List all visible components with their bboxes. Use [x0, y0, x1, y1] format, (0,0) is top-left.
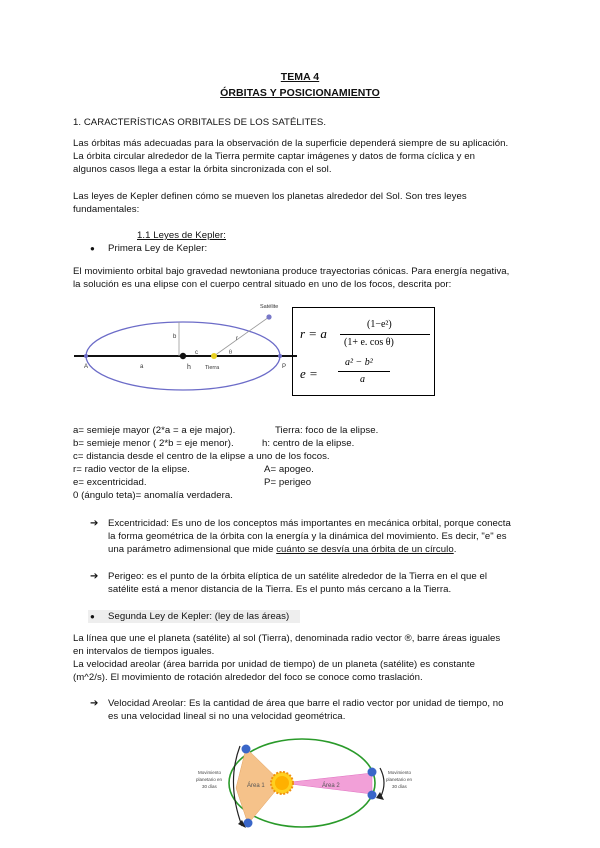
excentricidad-suffix: .	[453, 544, 457, 555]
label-P: P	[282, 364, 287, 370]
right-caption: planetario en	[386, 777, 413, 782]
formula-r-numerator: (1−e²)	[367, 319, 392, 330]
right-caption: 30 días	[392, 784, 407, 789]
planet-icon	[368, 791, 377, 800]
legend-line: P= perigeo	[264, 477, 312, 488]
apogee-point	[84, 354, 88, 358]
label-h: h	[187, 364, 191, 371]
paragraph-line: la solución es una elipse con el cuerpo central situado en uno de los focos, descrita por:	[73, 279, 452, 290]
area-law-diagram	[190, 728, 420, 848]
legend-line: 0 (ángulo teta)= anomalía verdadera.	[73, 490, 233, 501]
ellipse-orbit-diagram	[70, 294, 298, 394]
left-caption: planetario en	[196, 777, 223, 782]
perigee-point	[278, 354, 282, 358]
title-line-1: TEMA 4	[280, 71, 320, 83]
formula-e-fraction-bar	[338, 371, 390, 372]
bullet-icon: ●	[90, 244, 95, 253]
formula-r-denominator: (1+ e. cos θ)	[344, 337, 394, 348]
paragraph-line: (m^2/s). El movimiento de rotación alrededor del foco se conoce como traslación.	[73, 672, 423, 683]
arrow-icon: ➔	[90, 698, 99, 709]
area-2-label: Área 2	[322, 783, 340, 789]
excentricidad-underlined: cuánto se desvía una órbita de un círculo	[276, 544, 454, 555]
perigeo-line: satélite está a menor distancia de la Tierra. Es el punto más cercano a la Tierra.	[108, 584, 452, 595]
formula-e-numerator: a² − b²	[345, 357, 373, 368]
formula-e-lhs: e =	[300, 366, 318, 381]
label-a: a	[140, 364, 144, 370]
excentricidad-line: Excentricidad: Es uno de los conceptos más importantes en mecánica orbital, porque conecta	[108, 518, 511, 529]
label-A: A	[84, 364, 89, 370]
paragraph-line: Las leyes de Kepler definen cómo se mueven los planetas alrededor del Sol. Son tres leyes	[73, 191, 467, 202]
paragraph-line: en intervalos de tiempos iguales.	[73, 646, 215, 657]
arrow-icon: ➔	[90, 571, 99, 582]
paragraph-line: El movimiento orbital bajo gravedad newtoniana produce trayectorias cónicas. Para energía negativa,	[73, 266, 510, 277]
formula-r-fraction-bar	[340, 334, 430, 335]
title-line-2: ÓRBITAS Y POSICIONAMIENTO	[220, 87, 380, 99]
excentricidad-line	[108, 543, 456, 556]
legend-line: h: centro de la elipse.	[262, 438, 355, 449]
right-caption: Movimiento	[388, 770, 412, 775]
excentricidad-prefix: una parámetro adimensional que mide	[108, 544, 277, 555]
earth-focus-point	[211, 353, 217, 359]
excentricidad-line: la forma geométrica de la órbita con la energía y la dinámica del movimiento. Es decir, "e" es	[108, 531, 507, 542]
legend-line: c= distancia desde el centro de la elipse a uno de los focos.	[73, 451, 330, 462]
paragraph-line: La órbita circular alrededor de la Tierra permite captar imágenes y datos de forma cíclica y en	[73, 151, 476, 162]
left-caption: 30 días	[202, 784, 217, 789]
center-point	[180, 353, 186, 359]
label-b: b	[173, 334, 177, 340]
arrow-icon: ➔	[90, 518, 99, 529]
section-1-heading: 1. CARACTERÍSTICAS ORBITALES DE LOS SATÉLITES.	[73, 117, 327, 128]
label-r: r	[236, 336, 238, 342]
legend-line: Tierra: foco de la elipse.	[275, 425, 379, 436]
bullet-icon: ●	[90, 612, 95, 621]
velocidad-line: Velocidad Areolar: Es la cantidad de área que barre el radio vector por unidad de tiempo, no	[108, 698, 504, 709]
legend-line: b= semieje menor ( 2*b = eje menor).	[73, 438, 234, 449]
label-c: c	[195, 350, 198, 356]
left-caption: Movimiento	[198, 770, 222, 775]
perigeo-line: Perigeo: es el punto de la órbita elíptica de un satélite alrededor de la Tierra en el que el	[108, 571, 488, 582]
legend-line: e= excentricidad.	[73, 477, 147, 488]
paragraph-line: fundamentales:	[73, 204, 140, 215]
planet-icon	[242, 745, 251, 754]
label-theta: θ	[229, 350, 232, 356]
satellite-point	[266, 314, 271, 319]
label-tierra: Tierra	[205, 365, 220, 371]
legend-line: A= apogeo.	[264, 464, 314, 475]
legend-line: a= semieje mayor (2*a = a eje major).	[73, 425, 236, 436]
second-law-bullet: Segunda Ley de Kepler: (ley de las áreas)	[108, 611, 290, 622]
paragraph-line: La línea que une el planeta (satélite) al sol (Tierra), denominada radio vector ®, barre áreas iguales	[73, 633, 501, 644]
kepler-subheading: 1.1 Leyes de Kepler:	[137, 230, 227, 241]
formula-e-denominator: a	[360, 374, 365, 385]
velocidad-line: es una velocidad lineal si no una velocidad geométrica.	[108, 711, 346, 722]
legend-line: r= radio vector de la elipse.	[73, 464, 190, 475]
radius-vector-line	[214, 317, 269, 356]
first-law-bullet: Primera Ley de Kepler:	[108, 243, 208, 254]
formula-r-lhs: r = a	[300, 326, 327, 341]
label-satellite: Satélite	[260, 304, 279, 310]
paragraph-line: Las órbitas más adecuadas para la observación de la superficie dependerá siempre de su aplicación.	[73, 138, 509, 149]
paragraph-line: algunos casos llega a estar la órbita sincronizada con el sol.	[73, 164, 332, 175]
paragraph-line: La velocidad areolar (área barrida por unidad de tiempo) de un planeta (satélite) es constante	[73, 659, 476, 670]
planet-icon	[368, 768, 377, 777]
area-1-label: Área 1	[247, 783, 265, 789]
